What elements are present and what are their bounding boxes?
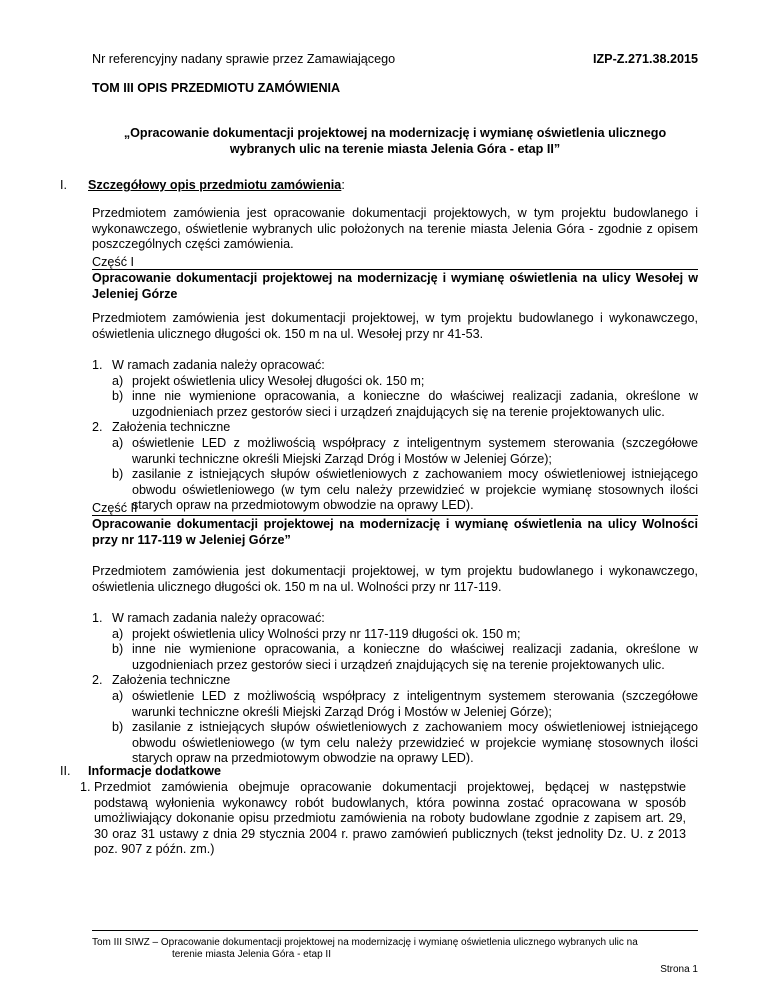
list-subitem: a) oświetlenie LED z możliwością współpracy z inteligentnym systemem sterowania (szczegółowe warunki techniczne określi Miejski Zarząd Dróg i Mostów w Jeleniej Górze);	[112, 688, 698, 719]
list-subitem: b) zasilanie z istniejących słupów oświetleniowych z zachowaniem mocy oświetleniowej istniejącego obwodu oświetleniowego (w tym celu należy przewidzieć w projekcie wymianę stosownych ilości starych opraw na przedmiotowym obwodzie na oprawy LED).	[112, 720, 698, 766]
volume-title: TOM III OPIS PRZEDMIOTU ZAMÓWIENIA	[92, 81, 341, 95]
section-I-intro: Przedmiotem zamówienia jest opracowanie dokumentacji projektowych, w tym projektu budowlanego i wykonawczego, oświetlenie wybranych ulic położonych na terenie miasta Jelenia Góra - zgodnie z opisem poszczególnych części zamówienia.	[92, 206, 698, 252]
list-item-text: W ramach zadania należy opracować:	[112, 611, 325, 625]
contract-title: „Opracowanie dokumentacji projektowej na modernizację i wymianę oświetlenia ulicznego wybranych ulic na terenie miasta Jelenia Góra - etap II”	[123, 126, 667, 156]
footer-divider	[92, 930, 698, 931]
section-I-heading	[60, 178, 345, 194]
list-subitem-text: zasilanie z istniejących słupów oświetleniowych z zachowaniem mocy oświetleniowej istniejącego obwodu oświetleniowego (w tym celu należy przewidzieć w projekcie wymianę stosownych ilości starych opraw na przedmiotowym obwodzie na oprawy LED).	[132, 720, 698, 766]
list-item-text: Założenia techniczne	[112, 673, 231, 688]
part-I-description: Przedmiotem zamówienia jest dokumentacji projektowej, w tym projektu budowlanego i wykonawczego, oświetlenia ulicznego długości ok. 150 m na ul. Wesołej przy nr 41-53.	[92, 311, 698, 341]
list-subitem-text: projekt oświetlenia ulicy Wolności przy nr 117-119 długości ok. 150 m;	[132, 626, 521, 641]
list-subitem-text: oświetlenie LED z możliwością współpracy z inteligentnym systemem sterowania (szczegółowe warunki techniczne określi Miejski Zarząd Dróg i Mostów w Jeleniej Górze);	[132, 435, 698, 466]
section-colon: :	[341, 178, 345, 192]
list-item: 1. Przedmiot zamówienia obejmuje opracowanie dokumentacji projektowej, będącej w następstwie podstawą wyłonienia wykonawcy robót budowlanych, która powinna zostać opracowana w sposób umożliwiający dokonanie opisu przedmiotu zamówienia na roboty budowlane zgodnie z zapisem art. 29, 30 oraz 31 ustawy z dnia 29 stycznia 2004 r. prawo zamówień publicznych (tekst jednolity Dz. U. z 2013 poz. 907 z późn. zm.)	[80, 780, 686, 857]
section-title: Szczegółowy opis przedmiotu zamówienia	[88, 178, 342, 192]
list-subitem-text: projekt oświetlenia ulicy Wesołej długości ok. 150 m;	[132, 373, 425, 388]
section-number: I.	[60, 178, 67, 192]
section-II-heading	[60, 764, 221, 780]
section-II-list	[80, 780, 698, 858]
part-II-description: Przedmiotem zamówienia jest dokumentacji projektowej, w tym projektu budowlanego i wykonawczego, oświetlenia ulicznego długości ok. 150 m na ul. Wolności przy nr 117-119.	[92, 564, 698, 594]
header-reference-code: IZP-Z.271.38.2015	[592, 52, 698, 66]
list-subitem-text: inne nie wymienione opracowania, a konieczne do właściwej realizacji zadania, określone w uzgodnieniach przez gestorów sieci i urządzeń znajdujących się na terenie projektowanych ulic.	[132, 389, 698, 419]
footer	[92, 937, 698, 961]
list-subitem: a) oświetlenie LED z możliwością współpracy z inteligentnym systemem sterowania (szczegółowe warunki techniczne określi Miejski Zarząd Dróg i Mostów w Jeleniej Górze);	[112, 435, 698, 466]
part-I-title: Opracowanie dokumentacji projektowej na modernizację i wymianę oświetlenia na ulicy Wesołej w Jeleniej Górze	[92, 271, 698, 301]
list-item: 2. Założenia techniczne a) oświetlenie LED z możliwością współpracy z inteligentnym systemem sterowania (szczegółowe warunki techniczne określi Miejski Zarząd Dróg i Mostów w Jeleniej Górze); b) zasilanie z istniejących słupów oświetleniowych z zachowaniem mocy oświetleniowej istniejącego obwodu oświetleniowego (w tym celu należy przewidzieć w projekcie wymianę stosownych ilości starych opraw na przedmiotowym obwodzie na oprawy LED).	[92, 673, 698, 766]
part-II-title: Opracowanie dokumentacji projektowej na modernizację i wymianę oświetlenia na ulicy Wolności przy nr 117-119 w Jeleniej Górze”	[92, 517, 698, 547]
list-item: 1. W ramach zadania należy opracować: a) projekt oświetlenia ulicy Wesołej długości ok. 150 m; b) inne nie wymienione opracowania, a konieczne do właściwej realizacji zadania, określone w uzgodnieniach przez gestorów sieci i urządzeń znajdujących się na terenie projektowanych ulic.	[92, 358, 698, 419]
footer-line-2: terenie miasta Jelenia Góra - etap II	[172, 949, 331, 960]
header-reference-label: Nr referencyjny nadany sprawie przez Zamawiającego	[92, 52, 396, 66]
list-subitem-text: inne nie wymienione opracowania, a konieczne do właściwej realizacji zadania, określone w uzgodnieniach przez gestorów sieci i urządzeń znajdujących się na terenie projektowanych ulic.	[132, 642, 698, 672]
list-subitem: a) projekt oświetlenia ulicy Wesołej długości ok. 150 m;	[112, 373, 425, 388]
list-item-text: W ramach zadania należy opracować:	[112, 358, 325, 372]
list-subitem-text: oświetlenie LED z możliwością współpracy z inteligentnym systemem sterowania (szczegółowe warunki techniczne określi Miejski Zarząd Dróg i Mostów w Jeleniej Górze);	[132, 688, 698, 719]
footer-line-1: Tom III SIWZ – Opracowanie dokumentacji projektowej na modernizację i wymianę oświetlenia ulicznego wybranych ulic na	[92, 937, 638, 948]
list-item: 1. W ramach zadania należy opracować: a) projekt oświetlenia ulicy Wolności przy nr 117-119 długości ok. 150 m; b) inne nie wymienione opracowania, a konieczne do właściwej realizacji zadania, określone w uzgodnieniach przez gestorów sieci i urządzeń znajdujących się na terenie projektowanych ulic.	[92, 611, 698, 672]
list-subitem: b) zasilanie z istniejących słupów oświetleniowych z zachowaniem mocy oświetleniowej istniejącego obwodu oświetleniowego (w tym celu należy przewidzieć w projekcie wymianę stosownych ilości starych opraw na przedmiotowym obwodzie na oprawy LED).	[112, 467, 698, 513]
part-I-list	[92, 358, 698, 514]
list-item-text: Założenia techniczne	[112, 420, 231, 435]
section-title: Informacje dodatkowe	[88, 764, 221, 778]
part-II-list	[92, 611, 698, 767]
list-subitem: b) inne nie wymienione opracowania, a konieczne do właściwej realizacji zadania, określone w uzgodnieniach przez gestorów sieci i urządzeń znajdujących się na terenie projektowanych ulic.	[112, 642, 698, 672]
part-II-label: Część II	[92, 501, 138, 515]
list-subitem-text: zasilanie z istniejących słupów oświetleniowych z zachowaniem mocy oświetleniowej istniejącego obwodu oświetleniowego (w tym celu należy przewidzieć w projekcie wymianę stosownych ilości starych opraw na przedmiotowym obwodzie na oprawy LED).	[132, 467, 698, 513]
list-item-text: Przedmiot zamówienia obejmuje opracowanie dokumentacji projektowej, będącej w następstwie podstawą wyłonienia wykonawcy robót budowlanych, która powinna zostać opracowana w sposób umożliwiający dokonanie opisu przedmiotu zamówienia na roboty budowlane zgodnie z zapisem art. 29, 30 oraz 31 ustawy z dnia 29 stycznia 2004 r. prawo zamówień publicznych (tekst jednolity Dz. U. z 2013 poz. 907 z późn. zm.)	[94, 780, 686, 857]
list-subitem: a) projekt oświetlenia ulicy Wolności przy nr 117-119 długości ok. 150 m;	[112, 626, 521, 641]
list-subitem: b) inne nie wymienione opracowania, a konieczne do właściwej realizacji zadania, określone w uzgodnieniach przez gestorów sieci i urządzeń znajdujących się na terenie projektowanych ulic.	[112, 389, 698, 419]
page-number: Strona 1	[660, 964, 698, 975]
list-item: 2. Założenia techniczne a) oświetlenie LED z możliwością współpracy z inteligentnym systemem sterowania (szczegółowe warunki techniczne określi Miejski Zarząd Dróg i Mostów w Jeleniej Górze); b) zasilanie z istniejących słupów oświetleniowych z zachowaniem mocy oświetleniowej istniejącego obwodu oświetleniowego (w tym celu należy przewidzieć w projekcie wymianę stosownych ilości starych opraw na przedmiotowym obwodzie na oprawy LED).	[92, 420, 698, 513]
section-number: II.	[60, 764, 71, 778]
part-I-label: Część I	[92, 255, 134, 269]
